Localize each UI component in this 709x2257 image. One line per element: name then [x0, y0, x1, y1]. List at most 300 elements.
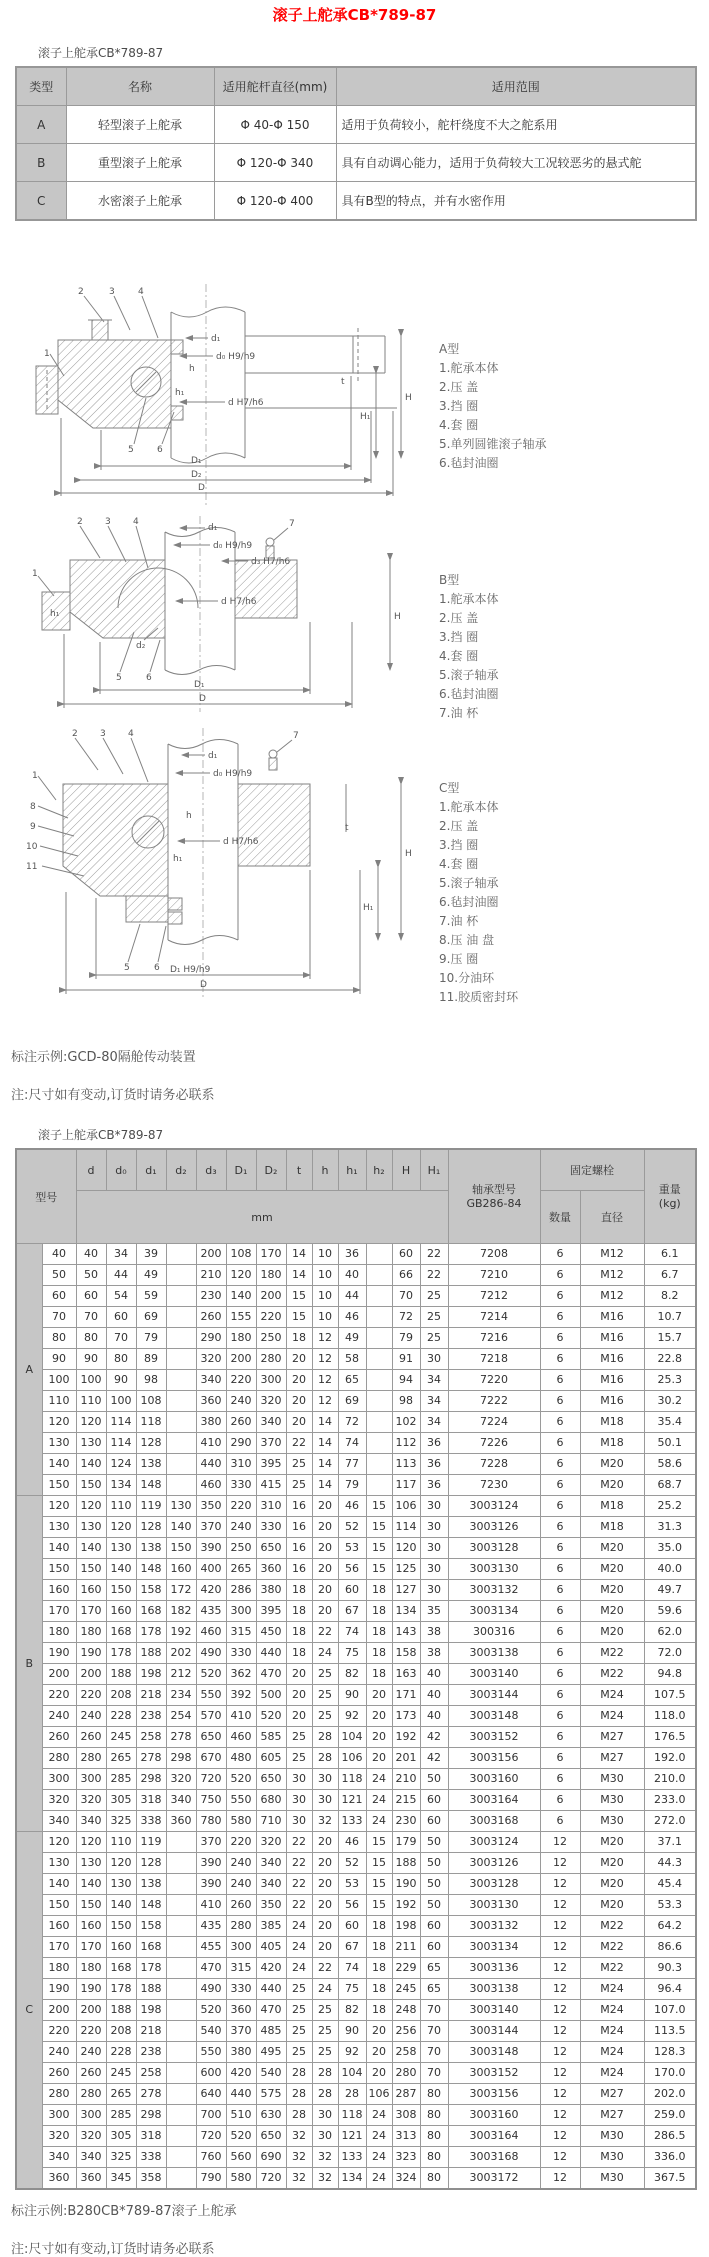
dim-table-cell: 112: [392, 1433, 420, 1454]
dim-table-cell: 710: [256, 1811, 286, 1832]
dim-table-cell: [366, 1475, 392, 1496]
dim-table-model-cell: 300: [42, 2105, 76, 2126]
dim-table-cell: 28: [286, 2084, 312, 2105]
dim-table-cell: 133: [338, 1811, 366, 1832]
dim-table-cell: 24: [366, 1811, 392, 1832]
dim-table-cell: 60: [420, 1790, 448, 1811]
part-item: 2.压 盖: [439, 819, 479, 833]
dim-table-cell: M24: [580, 1979, 644, 2000]
dim-table-cell: 148: [136, 1895, 166, 1916]
dim-table-cell: 188: [136, 1643, 166, 1664]
part-item: 3.挡 圈: [439, 399, 479, 413]
dim-table-cell: 215: [392, 1790, 420, 1811]
dim-table-cell: 290: [226, 1433, 256, 1454]
diameter-cell: Φ 120-Φ 340: [214, 144, 336, 182]
col-header-H: H: [392, 1149, 420, 1191]
dim-table-model-cell: 260: [42, 2063, 76, 2084]
dim-table-row: [16, 1349, 696, 1370]
dim-table-cell: 3003138: [448, 1643, 540, 1664]
dim-table-cell: 79: [338, 1475, 366, 1496]
dim-table-cell: 360: [196, 1391, 226, 1412]
dim-table-cell: 250: [226, 1538, 256, 1559]
dim-table-cell: 56: [338, 1559, 366, 1580]
dim-table-cell: 3003140: [448, 1664, 540, 1685]
dim-table-cell: 313: [392, 2126, 420, 2147]
dim-table-row: [16, 2000, 696, 2021]
dim-table-cell: 25: [286, 2000, 312, 2021]
dim-table-cell: 32: [286, 2147, 312, 2168]
dim-table-cell: 280: [76, 1748, 106, 1769]
dim-table-cell: 20: [286, 1370, 312, 1391]
dim-table-cell: [166, 2021, 196, 2042]
dim-table-cell: 220: [226, 1496, 256, 1517]
part-item: 7.油 杯: [439, 914, 479, 928]
dim-table-cell: 178: [136, 1958, 166, 1979]
dim-table-cell: 65: [420, 1958, 448, 1979]
dim-table-row: [16, 1622, 696, 1643]
dim-table-model-cell: 140: [42, 1874, 76, 1895]
dim-table-cell: 3003136: [448, 1958, 540, 1979]
dim-table-cell: 15: [366, 1895, 392, 1916]
dim-table-cell: 520: [256, 1706, 286, 1727]
dim-table-cell: 340: [166, 1790, 196, 1811]
dim-table-cell: 12: [540, 2021, 580, 2042]
dim-table-cell: M18: [580, 1433, 644, 1454]
dim-table-cell: 190: [76, 1643, 106, 1664]
dim-table-group-label: C: [16, 1832, 42, 2190]
dim-table-cell: 36: [338, 1244, 366, 1265]
dim-table-cell: M16: [580, 1307, 644, 1328]
dim-table-row: [16, 1601, 696, 1622]
dim-table-cell: 24: [366, 2147, 392, 2168]
dim-table-model-cell: 170: [42, 1601, 76, 1622]
dim-table-cell: 168: [136, 1601, 166, 1622]
dim-table-cell: 60: [420, 1811, 448, 1832]
dim-table-cell: 3003156: [448, 1748, 540, 1769]
dim-table-cell: 690: [256, 2147, 286, 2168]
dim-table-cell: M16: [580, 1370, 644, 1391]
dim-table-cell: 18: [366, 1937, 392, 1958]
dim-table-cell: 25: [286, 1727, 312, 1748]
dim-table-cell: 32: [312, 1811, 338, 1832]
dim-table-cell: 330: [226, 1979, 256, 2000]
bolt-dia-header: 直径: [580, 1191, 644, 1244]
dim-table-cell: 14: [312, 1412, 338, 1433]
dim-table-cell: 228: [106, 1706, 136, 1727]
dim-table-cell: 15: [366, 1832, 392, 1853]
dim-table-cell: 121: [338, 1790, 366, 1811]
dim-table-cell: 3003156: [448, 2084, 540, 2105]
dim-table-cell: 305: [106, 1790, 136, 1811]
dim-table-cell: M24: [580, 1706, 644, 1727]
dim-table-cell: 25: [312, 1664, 338, 1685]
dim-table-cell: 25.3: [644, 1370, 696, 1391]
dim-table-cell: M24: [580, 2021, 644, 2042]
part-item: 9.压 圈: [439, 952, 479, 966]
bearing-model-header: [448, 1149, 540, 1244]
note-change-2: 注:尺寸如有变动,订货时请务必联系: [11, 2242, 215, 2257]
dim-table-cell: 114: [106, 1412, 136, 1433]
dim-table-cell: 6: [540, 1391, 580, 1412]
dim-table-cell: 28: [286, 2105, 312, 2126]
dim-table-cell: 28: [312, 1727, 338, 1748]
dim-table-cell: 22: [420, 1265, 448, 1286]
dim-table-cell: 12: [540, 1916, 580, 1937]
dim-table-cell: 245: [106, 1727, 136, 1748]
dim-table-row: [16, 1832, 696, 1853]
dim-table-cell: 25: [312, 2021, 338, 2042]
type-table-row-b: [16, 144, 696, 182]
dim-label: d₁: [208, 751, 218, 761]
dim-table-cell: 20: [366, 2063, 392, 2084]
dim-table-cell: 258: [392, 2042, 420, 2063]
type-table-row-a: [16, 106, 696, 144]
dim-table-cell: 44: [106, 1265, 136, 1286]
dim-table-cell: 258: [136, 2063, 166, 2084]
note-change-1: 注:尺寸如有变动,订货时请务必联系: [11, 1088, 215, 1103]
type-table: [15, 66, 697, 221]
range-cell: 具有自动调心能力，适用于负荷较大工况较恶劣的悬式舵: [336, 144, 696, 182]
dim-table-cell: 12: [540, 1979, 580, 2000]
note-example-1: 标注示例:GCD-80隔舱传动装置: [11, 1050, 196, 1065]
bolt-header: 固定螺栓: [540, 1149, 644, 1191]
dim-table-cell: 20: [312, 1895, 338, 1916]
dim-table-cell: 24: [286, 1937, 312, 1958]
dim-table-cell: [366, 1328, 392, 1349]
diagram-c-label: C型: [439, 781, 460, 795]
dim-table-cell: 400: [196, 1559, 226, 1580]
dim-table-cell: 308: [392, 2105, 420, 2126]
dim-table-cell: 550: [226, 1790, 256, 1811]
dim-table-cell: 140: [76, 1454, 106, 1475]
dim-table-cell: 330: [226, 1475, 256, 1496]
dim-table-row: [16, 1958, 696, 1979]
dim-table-cell: 24: [286, 1916, 312, 1937]
dim-table-cell: 104: [338, 2063, 366, 2084]
dim-table-cell: 3003144: [448, 2021, 540, 2042]
dim-table-cell: 278: [136, 2084, 166, 2105]
dim-table-cell: 110: [76, 1391, 106, 1412]
dim-table-cell: 80: [76, 1328, 106, 1349]
dim-table-cell: 22: [420, 1244, 448, 1265]
dim-table-model-cell: 120: [42, 1412, 76, 1433]
dim-table-cell: 113: [392, 1454, 420, 1475]
dim-table-cell: 234: [166, 1685, 196, 1706]
dim-table-row: [16, 2042, 696, 2063]
dim-table-cell: 650: [256, 2126, 286, 2147]
dim-label: d H7/h6: [221, 597, 257, 607]
dim-table-cell: 125: [392, 1559, 420, 1580]
dim-table-cell: 150: [76, 1559, 106, 1580]
dim-table-cell: 14: [286, 1244, 312, 1265]
dim-table-cell: 680: [256, 1790, 286, 1811]
dim-table-cell: 560: [226, 2147, 256, 2168]
dim-table-cell: 30: [312, 1769, 338, 1790]
dim-table-cell: 65: [338, 1370, 366, 1391]
dim-table-cell: 392: [226, 1685, 256, 1706]
dim-table-cell: 6: [540, 1517, 580, 1538]
dim-table-cell: 120: [392, 1538, 420, 1559]
dim-table-cell: [166, 2000, 196, 2021]
dim-table-cell: 10: [312, 1265, 338, 1286]
dim-table-cell: 12: [312, 1370, 338, 1391]
dim-table-caption: 滚子上舵承CB*789-87: [38, 1128, 164, 1142]
dim-table-cell: 15: [286, 1307, 312, 1328]
dim-table-cell: 100: [106, 1391, 136, 1412]
dim-table-cell: 90: [76, 1349, 106, 1370]
dim-table-cell: 25.2: [644, 1496, 696, 1517]
dim-table-row: [16, 2063, 696, 2084]
type-table-caption: 滚子上舵承CB*789-87: [38, 46, 164, 60]
dim-table-cell: 46: [338, 1307, 366, 1328]
dim-table-cell: 370: [256, 1433, 286, 1454]
dim-table-cell: 480: [226, 1748, 256, 1769]
dim-table-cell: 148: [136, 1559, 166, 1580]
dim-table-cell: 3003148: [448, 1706, 540, 1727]
dim-table-cell: 320: [166, 1769, 196, 1790]
dim-table-cell: M16: [580, 1391, 644, 1412]
dim-table-cell: 82: [338, 1664, 366, 1685]
dim-table-cell: 490: [196, 1643, 226, 1664]
dim-table-cell: 440: [196, 1454, 226, 1475]
dim-table-cell: 360: [166, 1811, 196, 1832]
dim-table-cell: 60: [392, 1244, 420, 1265]
dim-table-cell: [166, 1244, 196, 1265]
dim-table-cell: 24: [366, 2126, 392, 2147]
dim-table-cell: 39: [136, 1244, 166, 1265]
dim-table-cell: 10: [312, 1286, 338, 1307]
dim-table-cell: 130: [76, 1433, 106, 1454]
dim-table-cell: 40: [338, 1265, 366, 1286]
dim-table-cell: 108: [136, 1391, 166, 1412]
dim-label: d₀ H9/h9: [213, 769, 253, 779]
dim-table-cell: 220: [256, 1307, 286, 1328]
dim-table-cell: 6: [540, 1286, 580, 1307]
dim-table-cell: 74: [338, 1958, 366, 1979]
dim-table-cell: 38: [420, 1643, 448, 1664]
dim-table-cell: 182: [166, 1601, 196, 1622]
dim-table-cell: 6: [540, 1769, 580, 1790]
dim-table-cell: 3003140: [448, 2000, 540, 2021]
dim-table-cell: 16: [286, 1517, 312, 1538]
dim-table-cell: 170.0: [644, 2063, 696, 2084]
dim-table-model-cell: 60: [42, 1286, 76, 1307]
dim-table-cell: 6: [540, 1328, 580, 1349]
part-item: 5.滚子轴承: [439, 876, 499, 890]
dim-table-cell: 138: [136, 1874, 166, 1895]
dim-table-cell: M18: [580, 1496, 644, 1517]
dim-table-cell: 75: [338, 1979, 366, 2000]
dim-table-cell: 420: [196, 1580, 226, 1601]
dim-table-cell: 28: [286, 2063, 312, 2084]
dim-table-cell: 6: [540, 1559, 580, 1580]
dim-table-cell: 3003152: [448, 2063, 540, 2084]
dim-table-cell: 14: [312, 1475, 338, 1496]
dim-table-cell: 20: [312, 1538, 338, 1559]
dim-table-row: [16, 1517, 696, 1538]
dim-table-row: [16, 1937, 696, 1958]
dim-table-cell: 128: [136, 1517, 166, 1538]
dim-table-cell: 325: [106, 2147, 136, 2168]
dim-table-cell: 49: [136, 1265, 166, 1286]
dim-table-cell: 210: [392, 1769, 420, 1790]
dim-table-cell: 440: [226, 2084, 256, 2105]
dim-table-cell: 495: [256, 2042, 286, 2063]
parts-list-c: [439, 779, 518, 1007]
dim-table-cell: 128: [136, 1433, 166, 1454]
dim-table-cell: 350: [256, 1895, 286, 1916]
dim-table-cell: 24: [366, 2105, 392, 2126]
dim-table-cell: [366, 1349, 392, 1370]
dim-table-cell: M22: [580, 1916, 644, 1937]
dim-table-cell: 49.7: [644, 1580, 696, 1601]
dim-label: h₁: [50, 609, 60, 619]
dim-table-cell: M24: [580, 1685, 644, 1706]
dim-table-cell: 170: [256, 1244, 286, 1265]
dim-table-cell: 168: [106, 1622, 136, 1643]
dim-table-cell: 178: [106, 1643, 136, 1664]
dim-table-cell: 50: [76, 1265, 106, 1286]
dim-table-cell: 280: [256, 1349, 286, 1370]
dim-table-cell: 30: [420, 1580, 448, 1601]
dim-table-cell: 40: [76, 1244, 106, 1265]
dim-table-cell: 325: [106, 1811, 136, 1832]
dim-table-cell: [166, 1853, 196, 1874]
dim-table-cell: 455: [196, 1937, 226, 1958]
dim-table-cell: 60: [420, 1916, 448, 1937]
dim-table-cell: 50: [420, 1769, 448, 1790]
dim-table-cell: 15: [366, 1496, 392, 1517]
dim-table-cell: [166, 2147, 196, 2168]
col-header-d: d: [76, 1149, 106, 1191]
dim-table-cell: M30: [580, 2126, 644, 2147]
dim-table-model-cell: 50: [42, 1265, 76, 1286]
dim-table-cell: 370: [226, 2021, 256, 2042]
dim-table-cell: 68.7: [644, 1475, 696, 1496]
dim-label: D₁: [191, 456, 202, 466]
dim-table-cell: 20: [366, 1748, 392, 1769]
dim-table-cell: 3003152: [448, 1727, 540, 1748]
dim-table-cell: 18: [286, 1580, 312, 1601]
dim-table-cell: 38: [420, 1622, 448, 1643]
dim-table-cell: 32: [312, 2147, 338, 2168]
dim-table-cell: 320: [196, 1349, 226, 1370]
dim-table-cell: 260: [226, 1412, 256, 1433]
part-item: 6.毡封油圈: [439, 456, 499, 470]
dim-table-cell: 3003164: [448, 1790, 540, 1811]
dim-table-cell: 3003124: [448, 1832, 540, 1853]
dim-table-cell: 58: [338, 1349, 366, 1370]
dim-table-cell: 22: [312, 1958, 338, 1979]
dim-table-cell: 3003134: [448, 1601, 540, 1622]
callout-number: 10: [26, 842, 38, 852]
dim-table-model-cell: 160: [42, 1916, 76, 1937]
dim-table-cell: 100: [76, 1370, 106, 1391]
dim-table-model-cell: 150: [42, 1895, 76, 1916]
dim-table-cell: 20: [312, 1496, 338, 1517]
parts-list-b: [439, 571, 498, 723]
dim-table-cell: 30: [420, 1349, 448, 1370]
dim-table-cell: M16: [580, 1349, 644, 1370]
dim-table-cell: 20: [366, 1727, 392, 1748]
dim-table-cell: 67: [338, 1601, 366, 1622]
dim-table-cell: 60: [76, 1286, 106, 1307]
name-header: 名称: [66, 67, 214, 106]
dim-table-cell: 200: [226, 1349, 256, 1370]
dim-table-cell: 25: [312, 2000, 338, 2021]
dim-table-cell: 92: [338, 2042, 366, 2063]
dim-table-cell: 240: [226, 1853, 256, 1874]
dim-table-cell: 211: [392, 1937, 420, 1958]
dim-table-cell: 35.0: [644, 1538, 696, 1559]
dim-table-row: [16, 1916, 696, 1937]
diagram-a-drawing: [8, 278, 438, 513]
dim-table-cell: 53: [338, 1538, 366, 1559]
dim-label: H: [394, 612, 401, 622]
dim-table-model-cell: 80: [42, 1328, 76, 1349]
dim-table-cell: 53.3: [644, 1895, 696, 1916]
dim-table-cell: 30: [420, 1496, 448, 1517]
dim-table-cell: 318: [136, 2126, 166, 2147]
dim-table-cell: 200: [196, 1244, 226, 1265]
dim-table-cell: 320: [76, 2126, 106, 2147]
dim-table-cell: 380: [226, 2042, 256, 2063]
dim-table-row: [16, 1790, 696, 1811]
dim-table-cell: 280: [76, 2084, 106, 2105]
dim-table-cell: 60: [338, 1916, 366, 1937]
dim-label: h: [186, 811, 192, 821]
dim-table-cell: 233.0: [644, 1790, 696, 1811]
dim-table-cell: 20: [312, 1916, 338, 1937]
dim-table-cell: 8.2: [644, 1286, 696, 1307]
dim-table-cell: 62.0: [644, 1622, 696, 1643]
callout-number: 5: [124, 963, 130, 973]
dim-label: h₁: [173, 854, 183, 864]
dim-table-model-cell: 130: [42, 1517, 76, 1538]
dim-table-cell: 12: [540, 1895, 580, 1916]
part-item: 1.舵承本体: [439, 361, 499, 375]
dim-table-cell: 118.0: [644, 1706, 696, 1727]
dim-table-cell: [366, 1391, 392, 1412]
dim-table-cell: 18: [366, 1664, 392, 1685]
dim-table-cell: 300: [226, 1937, 256, 1958]
dim-table-cell: 171: [392, 1685, 420, 1706]
dim-table-cell: 6: [540, 1412, 580, 1433]
callout-number: 6: [154, 963, 160, 973]
weight-header-line1: 重量: [658, 1182, 681, 1196]
part-item: 6.毡封油圈: [439, 895, 499, 909]
dim-table-cell: 367.5: [644, 2168, 696, 2190]
dim-table-cell: 106: [392, 1496, 420, 1517]
dim-table-cell: 64.2: [644, 1916, 696, 1937]
dim-table-cell: 670: [196, 1748, 226, 1769]
dim-table-cell: 36: [420, 1433, 448, 1454]
range-cell: 具有B型的特点，并有水密作用: [336, 182, 696, 221]
dim-table-cell: 45.4: [644, 1874, 696, 1895]
part-item: 4.套 圈: [439, 418, 479, 432]
dim-table-cell: 150: [76, 1475, 106, 1496]
dim-table-cell: 7208: [448, 1244, 540, 1265]
dim-table-cell: M12: [580, 1244, 644, 1265]
dim-table-cell: 118: [338, 2105, 366, 2126]
dim-table-model-cell: 120: [42, 1496, 76, 1517]
callout-number: 7: [293, 731, 299, 741]
dim-table-row: [16, 1664, 696, 1685]
dim-table-cell: 28: [312, 2084, 338, 2105]
dim-table-cell: 50.1: [644, 1433, 696, 1454]
dim-table-cell: [366, 1412, 392, 1433]
dim-table-cell: 134: [392, 1601, 420, 1622]
